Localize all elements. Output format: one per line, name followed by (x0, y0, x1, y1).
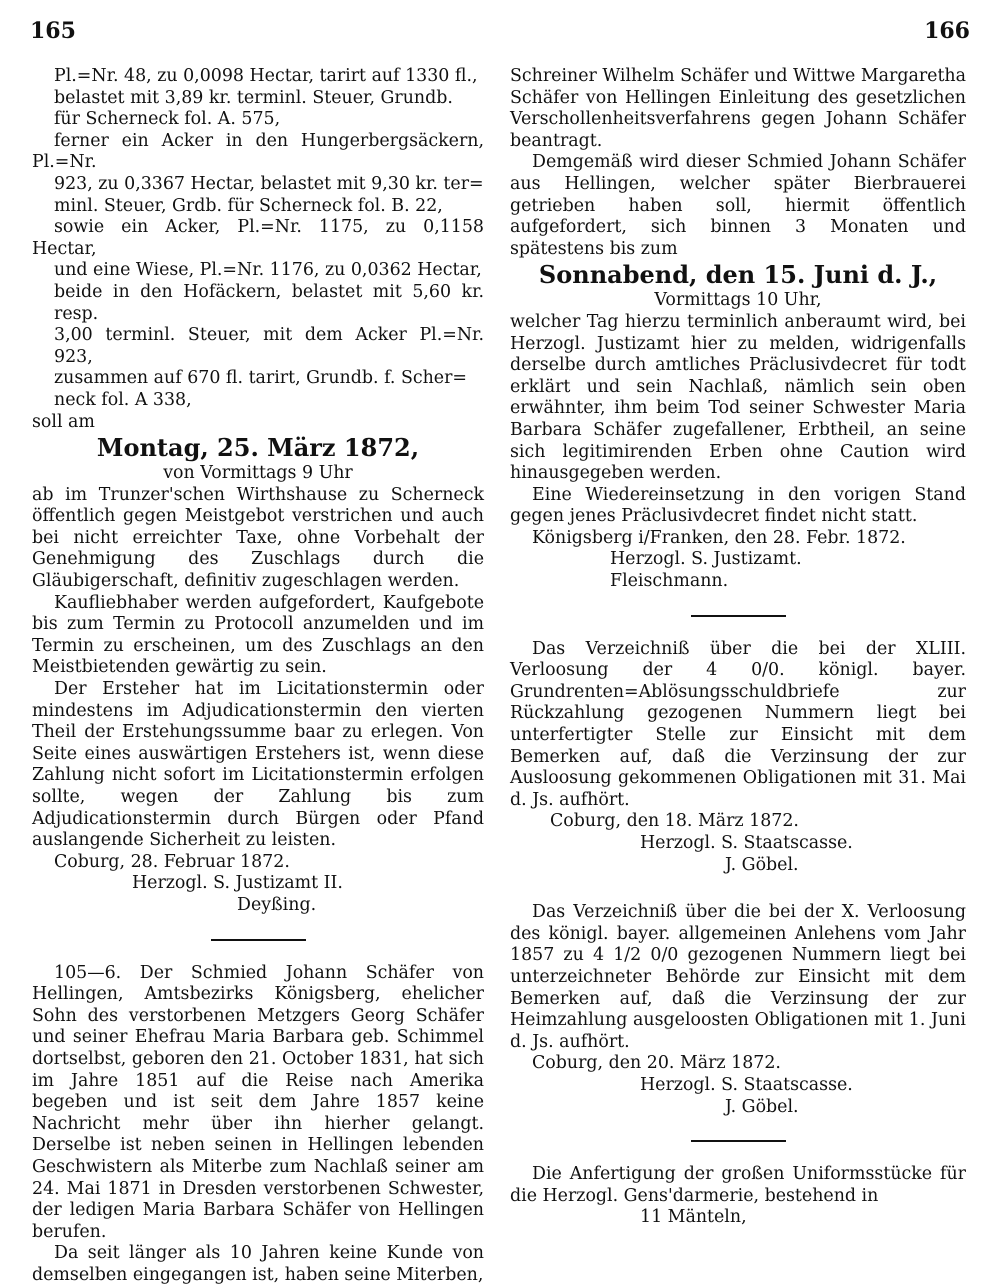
auction-time-line: von Vormittags 9 Uhr (163, 463, 353, 484)
property-line: beide in den Hofäckern, belastet mit 5,60 kr. resp. (54, 281, 484, 324)
soll-am-line: soll am (32, 411, 95, 432)
notice-paragraph: Das Verzeichniß über die bei der XLIII. Verloosung der 4 0/0. königl. bayer. Grundrenten=Ablösungsschuldbriefe zur Rückzahlung gezogenen Nummern liegt bei unterfertigter Stelle zur Einsicht mit dem Bemerken auf, daß die Verzinsung der zur Ausloosung gekommenen Obligationen mit 31. Mai d. Js. aufhört. (510, 638, 966, 810)
notice-item: 11 Mänteln, (640, 1207, 747, 1228)
summons-paragraph: Demgemäß wird dieser Schmied Johann Schäfer aus Hellingen, welcher später Bierbrauerei getrieben haben soll, hiermit öffentlich aufgefordert, sich binnen 3 Monaten und spätestens bis zum (510, 152, 966, 259)
signer-name: J. Göbel. (725, 854, 799, 875)
property-line: neck fol. A 338, (54, 389, 192, 410)
section-divider (691, 615, 786, 617)
spacer (510, 876, 966, 902)
right-column (510, 66, 966, 1229)
payment-paragraph: Der Ersteher hat im Licitationstermin oder mindestens im Adjudicationstermin den vierten Theil der Erstehungssumme baar zu erlegen. Von Seite eines auswärtigen Erstehers ist, wenn diese Zahlung nicht sofort im Licitationstermin erfolgen sollte, wegen der Zahlung bis zum Adjudicationstermin durch Bürgen oder Pfand auslangende Sicherheit zu leisten. (32, 679, 484, 851)
property-line: und eine Wiese, Pl.=Nr. 1176, zu 0,0362 Hectar, (54, 260, 482, 281)
continued-paragraph: Schreiner Wilhelm Schäfer und Wittwe Margaretha Schäfer von Hellingen Einleitung des gesetzlichen Verschollenheitsverfahrens gegen Johann Schäfer beantragt. (510, 66, 966, 151)
left-column (32, 66, 484, 1286)
signer-name: J. Göbel. (725, 1096, 799, 1117)
place-date: Coburg, 28. Februar 1872. (54, 851, 290, 872)
property-line: zusammen auf 670 fl. tarirt, Grundb. f. Scher= (54, 368, 467, 389)
property-line: Pl.=Nr. 48, zu 0,0098 Hectar, tarirt auf 1330 fl., (54, 66, 478, 86)
signer-name: Fleischmann. (610, 571, 729, 592)
consequence-paragraph: welcher Tag hierzu terminlich anberaumt wird, bei Herzogl. Justizamt hier zu melden, widrigenfalls derselbe durch amtliches Präclusivdecret für todt erklärt und sein Nachlaß, nämlich sein oben erwähnter, ihm beim Tod seiner Schwester Maria Barbara Schäfer zugefallener, Erbtheil, an seine sich legitimirenden Erben ohne Caution wird hinausgegeben werden. (510, 311, 966, 484)
property-line: sowie ein Acker, Pl.=Nr. 1175, zu 0,1158 Hectar, (32, 217, 484, 259)
section-divider (691, 1140, 786, 1142)
notice-number: 105—6. (54, 962, 122, 983)
authority-name: Herzogl. S. Justizamt II. (132, 873, 343, 894)
notice-paragraph: Das Verzeichniß über die bei der X. Verloosung des königl. bayer. allgemeinen Anlehens vom Jahr 1857 zu 4 1/2 0/0 gezogenen Nummern liegt bei unterzeichneter Behörde zur Einsicht mit dem Bemerken auf, daß die Verzinsung der zur Heimzahlung ausgeloosten Obligationen mit 1. Juni d. Js. aufhört. (510, 902, 966, 1052)
notice-paragraph-cont: Da seit länger als 10 Jahren keine Kunde von demselben eingegangen ist, haben seine Miterben, (32, 1243, 484, 1285)
page-number-right: 166 (924, 18, 970, 44)
reinstatement-paragraph: Eine Wiedereinsetzung in den vorigen Stand gegen jenes Präclusivdecret findet nicht statt. (510, 484, 966, 527)
place-date: Coburg, den 20. März 1872. (532, 1053, 781, 1074)
property-line: minl. Steuer, Grdb. für Scherneck fol. B. 22, (54, 195, 443, 216)
notice-paragraph (32, 963, 484, 1244)
property-line: 3,00 terminl. Steuer, mit dem Acker Pl.=Nr. 923, (54, 325, 484, 367)
page-number-left: 165 (30, 18, 76, 44)
property-line: für Scherneck fol. A. 575, (54, 109, 281, 130)
deadline-time-line: Vormittags 10 Uhr, (654, 290, 822, 311)
authority-name: Herzogl. S. Justizamt. (610, 549, 802, 570)
authority-name: Herzogl. S. Staatscasse. (640, 833, 853, 853)
deadline-date-heading: Sonnabend, den 15. Juni d. J., (538, 260, 938, 290)
section-divider (211, 939, 306, 941)
auction-date-heading: Montag, 25. März 1872, (96, 433, 420, 463)
place-date: Königsberg i/Franken, den 28. Febr. 1872. (532, 527, 906, 548)
property-line: 923, zu 0,3367 Hectar, belastet mit 9,30 kr. ter= (54, 173, 484, 194)
notice-paragraph: Die Anfertigung der großen Uniformsstücke für die Herzogl. Gens'darmerie, bestehend in (510, 1164, 966, 1206)
property-line: ferner ein Acker in den Hungerbergsäckern, Pl.=Nr. (32, 130, 484, 173)
bidders-paragraph: Kaufliebhaber werden aufgefordert, Kaufgebote bis zum Termin zu Protocoll anzumelden und im Termin zu erscheinen, um des Zuschlags an den Meistbietenden gewärtig zu sein. (32, 592, 484, 678)
auction-paragraph: ab im Trunzer'schen Wirthshause zu Scherneck öffentlich gegen Meistgebot verstrichen und auch bei nicht erreichter Taxe, ohne Vorbehalt der Genehmigung des Zuschlags durch die Gläubigerschaft, definitiv zugeschlagen werden. (32, 484, 484, 592)
property-line: belastet mit 3,89 kr. terminl. Steuer, Grundb. (54, 87, 453, 108)
notice-text: Der Schmied Johann Schäfer von Hellingen, Amtsbezirks Königsberg, ehelicher Sohn des verstorbenen Metzgers Georg Schäfer und seiner Ehefrau Maria Barbara geb. Schimmel dortselbst, geboren den 21. October 1831, hat sich im Jahre 1851 auf die Reise nach Amerika begeben und ist seit dem Jahre 1857 keine Nachricht mehr über ihn hierher gelangt. Derselbe ist neben seinen in Hellingen lebenden Geschwistern als Miterbe zum Nachlaß seiner am 24. Mai 1871 in Dresden verstorbenen Schwester, der ledigen Maria Barbara Schäfer von Hellingen berufen. (32, 962, 484, 1242)
authority-name: Herzogl. S. Staatscasse. (640, 1074, 853, 1095)
place-date: Coburg, den 18. März 1872. (550, 811, 799, 832)
signer-name: Deyßing. (237, 894, 317, 915)
